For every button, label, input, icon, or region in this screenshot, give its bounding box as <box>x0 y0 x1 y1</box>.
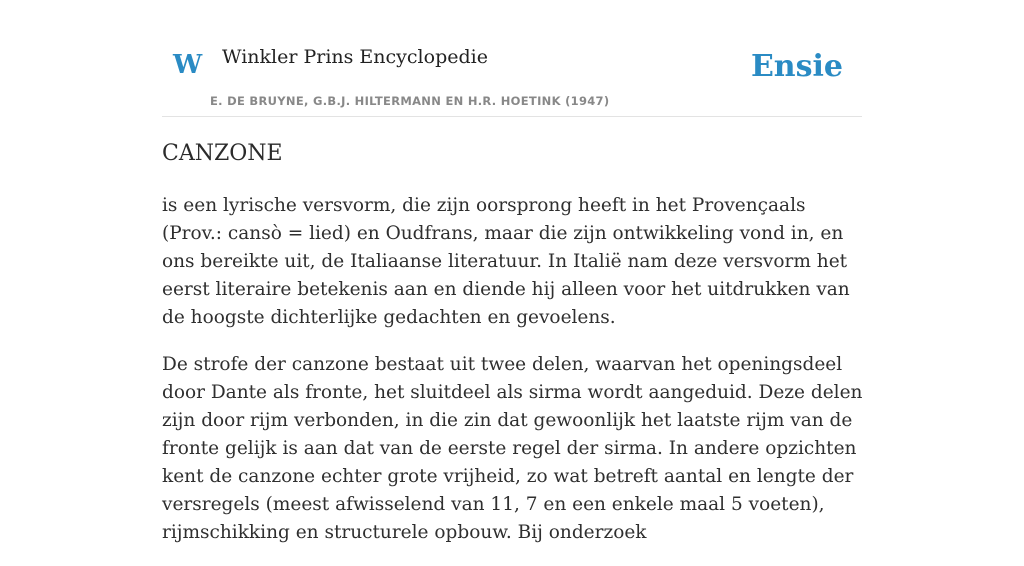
paragraph: De strofe der canzone bestaat uit twee delen, waarvan het openingsdeel door Dante als fronte, het sluitdeel als sirma wordt aangeduid. Deze delen zijn door rijm verbonden, in die zin dat gewoonlijk het laatste rijm van de fronte gelijk is aan dat van de eerste regel der sirma. In andere opzichten kent de canzone echter grote vrijheid, zo wat betreft aantal en lengte der versregels (meest afwisselend van 11, 7 en een enkele maal 5 voeten), rijmschikking en structurele opbouw. Bij onderzoek <box>162 354 863 543</box>
brand-logo[interactable]: Ensie <box>750 49 843 84</box>
source-title[interactable]: Winkler Prins Encyclopedie <box>222 46 488 68</box>
paragraph: is een lyrische versvorm, die zijn oorsprong heeft in het Provençaals (Prov.: cansò = lied) en Oudfrans, maar die zijn ontwikkeling vond in, en ons bereikte uit, de Italiaanse literatuur. In Italië nam deze versvorm het eerst literaire betekenis aan en diende hij alleen voor het uitdrukken van de hoogste dichterlijke gedachten en gevoelens. <box>162 195 850 328</box>
article-title: CANZONE <box>162 141 283 166</box>
article-body <box>162 192 864 566</box>
header <box>162 0 862 117</box>
source-authors: E. DE BRUYNE, G.B.J. HILTERMANN EN H.R. HOETINK (1947) <box>210 94 610 108</box>
logo-icon[interactable]: W <box>173 50 203 80</box>
